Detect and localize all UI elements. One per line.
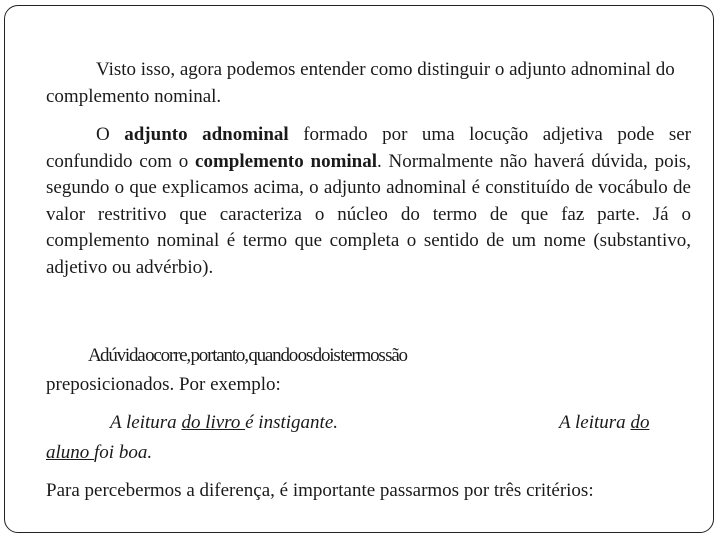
p2-part3: . Normalmente não haverá dúvida, pois, segundo o que explicamos acima, o adjunto adnominal é constituído de vocábulo de valor restritivo que caracteriza o núcleo do termo de que faz parte. Já o complemento nominal é termo que completa o sentido de um nome (substantivo, adjetivo ou advérbio). bbox=[46, 150, 691, 278]
ex1-underlined: do livro bbox=[181, 412, 246, 433]
example-2-start bbox=[559, 410, 649, 436]
ex1-a: A leitura bbox=[110, 412, 182, 433]
ex2-a: A leitura bbox=[559, 412, 631, 433]
paragraph-criterios: Para percebermos a diferença, é importante passarmos por três critérios: bbox=[46, 480, 594, 501]
example-1 bbox=[110, 410, 338, 436]
term-adjunto: adjunto adnominal bbox=[124, 124, 289, 145]
ex2-underlined-start: do bbox=[630, 412, 650, 433]
p2-part2: formado por uma locução adjetiva pode ser confundido com o bbox=[46, 124, 691, 172]
term-complemento: complemento nominal bbox=[195, 150, 378, 172]
paragraph-duvida-line1: A dúvida ocorre, portanto, quando os dois termos são bbox=[88, 345, 407, 366]
ex2-d: foi boa. bbox=[94, 442, 153, 463]
example-2-end bbox=[46, 440, 152, 466]
paragraph-intro: Visto isso, agora podemos entender como distinguir o adjunto adnominal do complemento nominal. bbox=[46, 59, 675, 107]
paragraph-duvida-line2: preposicionados. Por exemplo: bbox=[46, 374, 281, 395]
paragraph-adjunto bbox=[46, 122, 691, 282]
ex1-c: é instigante. bbox=[245, 412, 339, 433]
p2-part1: O bbox=[96, 124, 125, 145]
ex2-underlined-end: aluno bbox=[46, 442, 95, 463]
